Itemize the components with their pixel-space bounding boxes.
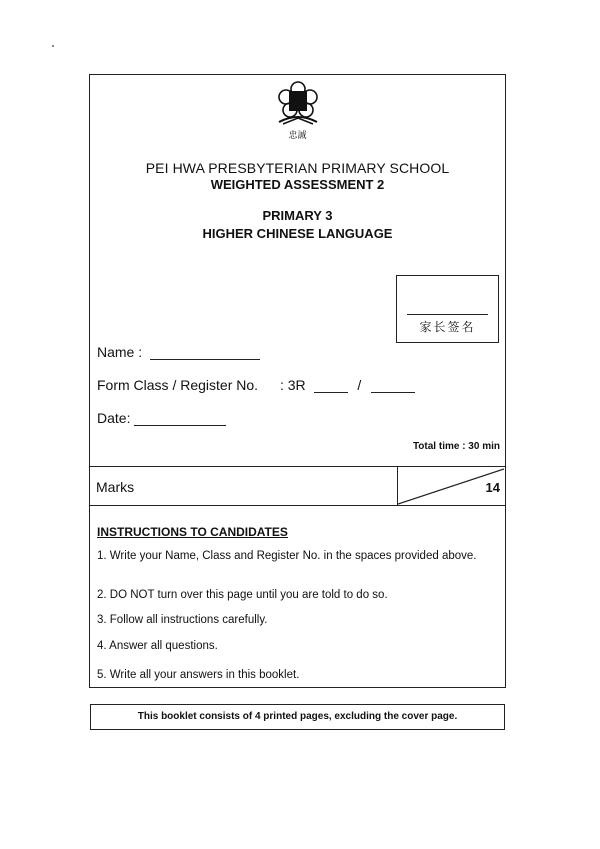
school-name: PEI HWA PRESBYTERIAN PRIMARY SCHOOL xyxy=(145,160,450,176)
signature-label: 家长签名 xyxy=(419,320,476,334)
school-motto: 忠誠 xyxy=(288,131,307,141)
class-field[interactable] xyxy=(97,377,415,393)
instruction-item: 1. Write your Name, Class and Register No. in the spaces provided above. xyxy=(97,550,477,562)
marks-label: Marks xyxy=(96,479,135,495)
name-blank[interactable] xyxy=(150,359,260,360)
instruction-item: 4. Answer all questions. xyxy=(97,640,218,652)
total-time: Total time : 30 min xyxy=(412,441,500,452)
class-label: Form Class / Register No. xyxy=(97,377,259,393)
instruction-item: 3. Follow all instructions carefully. xyxy=(97,614,268,626)
marks-total: 14 xyxy=(485,480,500,495)
name-label: Name : xyxy=(97,344,143,360)
marks-box xyxy=(89,466,506,506)
parent-signature-box[interactable] xyxy=(396,275,499,343)
date-field[interactable] xyxy=(97,410,226,426)
assessment-title: WEIGHTED ASSESSMENT 2 xyxy=(210,177,385,192)
class-prefix: : 3R xyxy=(279,377,306,393)
name-field[interactable] xyxy=(97,344,260,360)
subject-title: HIGHER CHINESE LANGUAGE xyxy=(202,226,393,241)
instruction-item: 5. Write all your answers in this booklet. xyxy=(97,669,300,681)
signature-line xyxy=(407,314,488,315)
level-title: PRIMARY 3 xyxy=(262,208,333,223)
date-label: Date: xyxy=(97,410,131,426)
class-separator: / xyxy=(357,377,362,393)
instructions-title: INSTRUCTIONS TO CANDIDATES xyxy=(97,525,288,539)
class-blank[interactable] xyxy=(314,392,348,393)
instruction-item: 2. DO NOT turn over this page until you are told to do so. xyxy=(97,589,388,601)
scan-speck xyxy=(52,45,54,47)
booklet-note: This booklet consists of 4 printed pages, excluding the cover page. xyxy=(90,704,505,730)
date-blank[interactable] xyxy=(134,425,226,426)
register-blank[interactable] xyxy=(371,392,415,393)
